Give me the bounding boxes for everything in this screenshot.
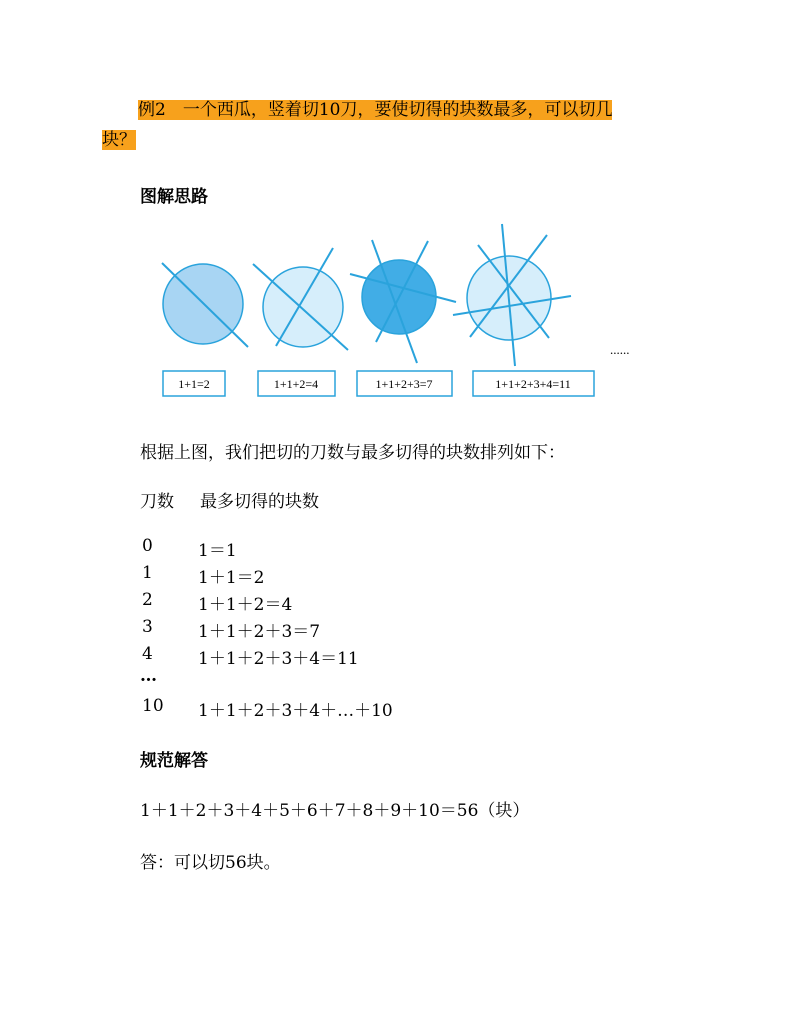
- label-text-1: 1+1=2: [178, 377, 210, 391]
- label-text-2: 1+1+2=4: [273, 377, 319, 391]
- row-cuts: 0: [142, 536, 153, 556]
- solution-equation: 1＋1＋2＋3＋4＋5＋6＋7＋8＋9＋10＝56（块）: [140, 801, 530, 821]
- final-answer: 答：可以切56块。: [140, 853, 281, 873]
- table-header-pieces: 最多切得的块数: [200, 492, 319, 512]
- row-expr-last: 1＋1＋2＋3＋4＋…＋10: [198, 701, 393, 721]
- row-expr: 1＝1: [198, 541, 237, 561]
- row-cuts-last: 10: [142, 696, 164, 716]
- row-expr: 1＋1＋2＋3＋4＝11: [198, 649, 359, 669]
- section-heading-thinking: 图解思路: [140, 187, 208, 207]
- row-cuts: 4: [142, 644, 153, 664]
- figure-ellipsis: ......: [610, 342, 630, 357]
- table-dots: …: [140, 666, 157, 686]
- circle-diagram-4-cuts: [453, 224, 571, 366]
- watermelon-cutting-figure: [0, 0, 800, 420]
- circle-diagram-1-cut: [162, 263, 248, 347]
- intro-text: 根据上图，我们把切的刀数与最多切得的块数排列如下：: [140, 443, 565, 463]
- row-cuts: 1: [142, 563, 153, 583]
- label-text-3: 1+1+2+3=7: [375, 377, 433, 391]
- table-header-cuts: 刀数: [140, 492, 174, 512]
- circle-diagram-3-cuts: [350, 240, 456, 363]
- row-expr: 1＋1＋2＋3＝7: [198, 622, 321, 642]
- question-text-1: 例2 一个西瓜，竖着切10刀，要使切得的块数最多，可以切几: [138, 100, 613, 120]
- question-text-2: 块？: [102, 130, 136, 150]
- row-cuts: 3: [142, 617, 153, 637]
- row-expr: 1＋1＋2＝4: [198, 595, 293, 615]
- circle-diagram-2-cuts: [253, 248, 348, 350]
- row-expr: 1＋1＝2: [198, 568, 265, 588]
- section-heading-answer: 规范解答: [140, 751, 208, 771]
- row-cuts: 2: [142, 590, 153, 610]
- label-text-4: 1+1+2+3+4=11: [495, 377, 571, 391]
